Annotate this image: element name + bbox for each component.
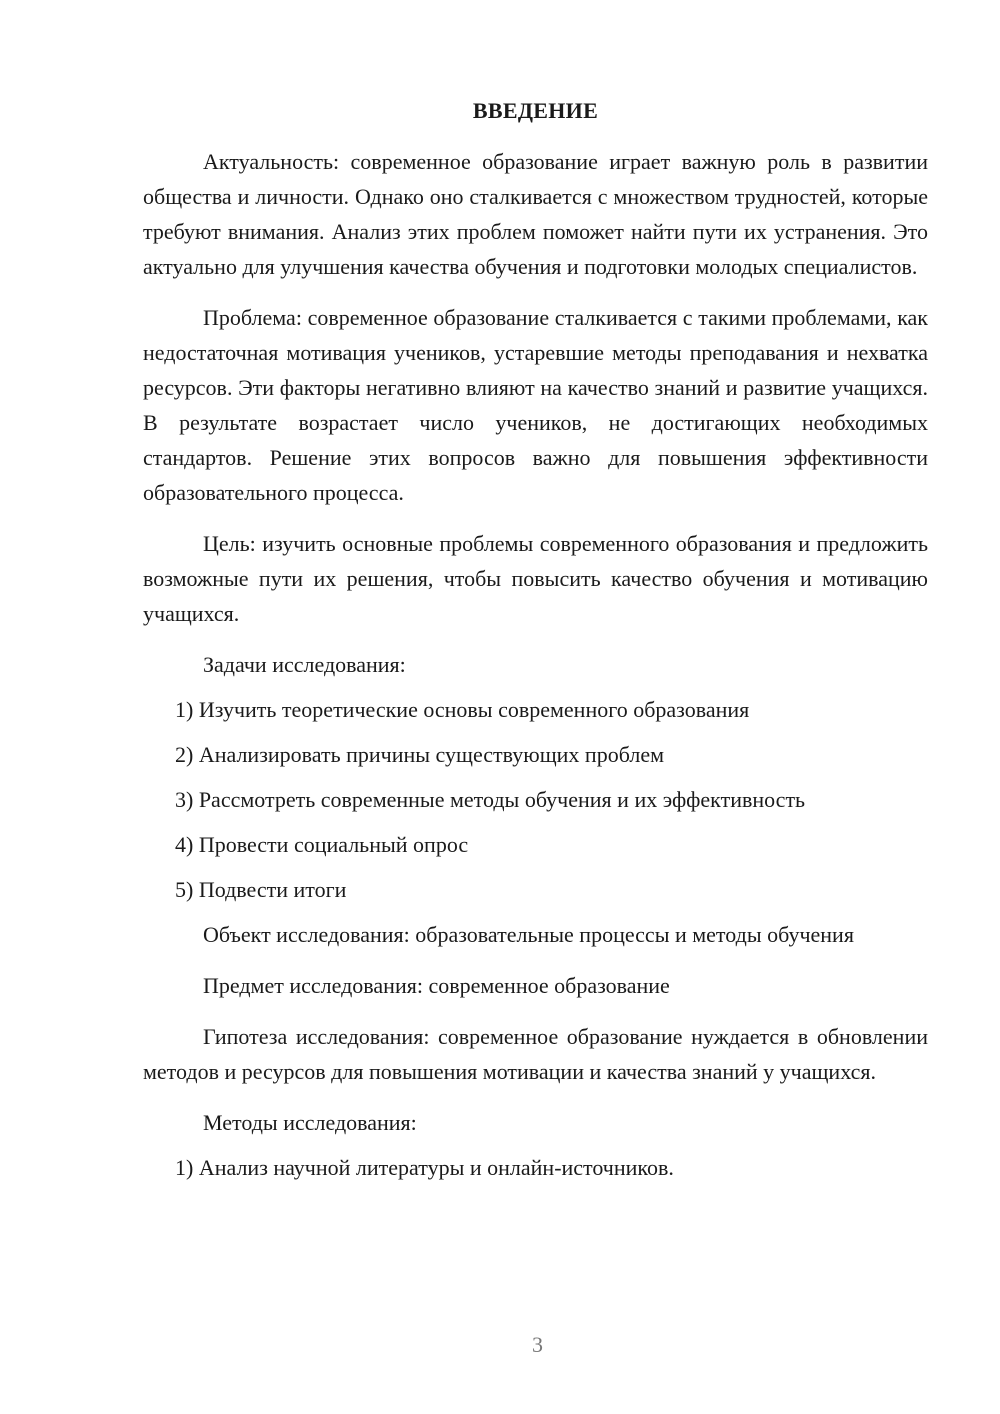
tasks-title: Задачи исследования: <box>203 652 406 677</box>
methods-list <box>143 1150 928 1185</box>
page-content <box>143 93 928 1195</box>
task-item: 4) Провести социальный опрос <box>175 832 469 857</box>
problem-paragraph: Проблема: современное образование сталкивается с такими проблемами, как недостаточная мотивация учеников, устаревшие методы преподавания и нехватка ресурсов. Эти факторы негативно влияют на качество знаний и развитие учащихся. В результате возрастает число учеников, не достигающих необходимых стандартов. Решение этих вопросов важно для повышения эффективности образовательного процесса. <box>143 305 928 505</box>
page-number: 3 <box>532 1332 543 1357</box>
tasks-list <box>143 692 928 907</box>
object-paragraph: Объект исследования: образовательные процессы и методы обучения <box>203 922 854 947</box>
relevance-paragraph: Актуальность: современное образование играет важную роль в развитии общества и личности. Однако оно сталкивается с множеством трудностей, которые требуют внимания. Анализ этих проблем поможет найти пути их устранения. Это актуально для улучшения качества обучения и подготовки молодых специалистов. <box>143 149 928 279</box>
task-item: 2) Анализировать причины существующих проблем <box>175 742 665 767</box>
goal-paragraph: Цель: изучить основные проблемы современного образования и предложить возможные пути их решения, чтобы повысить качество обучения и мотивацию учащихся. <box>143 531 928 626</box>
task-item: 1) Изучить теоретические основы современного образования <box>175 697 750 722</box>
task-item: 3) Рассмотреть современные методы обучения и их эффективность <box>175 787 806 812</box>
hypothesis-paragraph: Гипотеза исследования: современное образование нуждается в обновлении методов и ресурсов для повышения мотивации и качества знаний у учащихся. <box>143 1024 928 1084</box>
methods-title: Методы исследования: <box>203 1110 417 1135</box>
subject-paragraph: Предмет исследования: современное образование <box>203 973 670 998</box>
task-item: 5) Подвести итоги <box>175 877 347 902</box>
page-heading: ВВЕДЕНИЕ <box>472 98 599 123</box>
method-item: 1) Анализ научной литературы и онлайн-источников. <box>175 1155 674 1180</box>
